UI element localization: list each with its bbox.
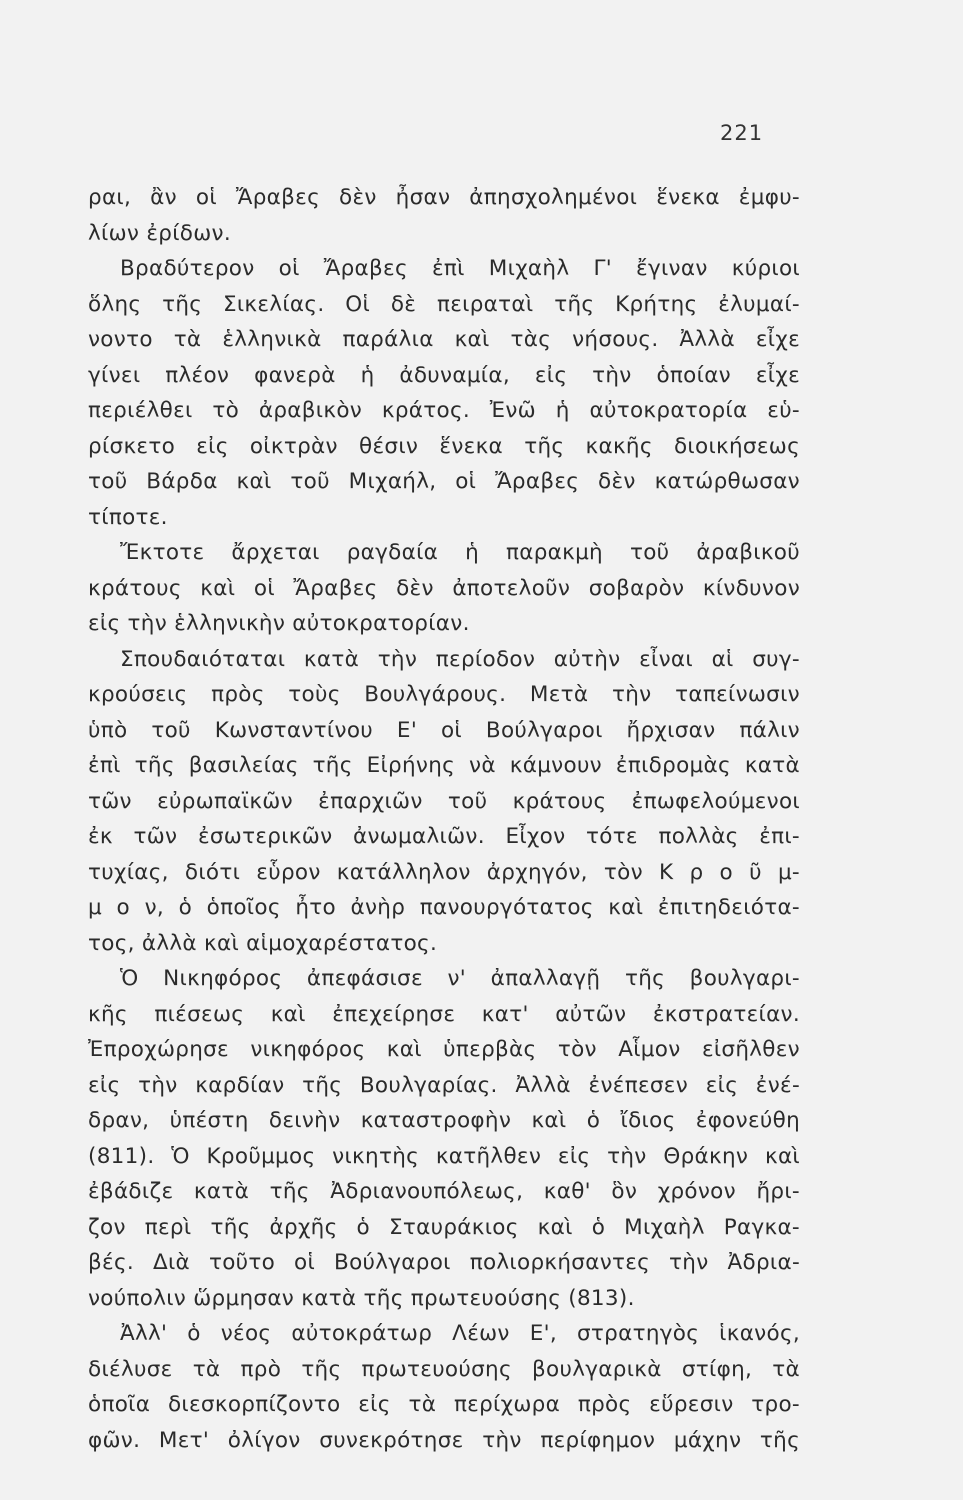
page-number: 221 (720, 121, 764, 145)
text-line: ἐπὶ τῆς βασιλείας τῆς Εἰρήνης νὰ κάμνουν ἐπιδρομὰς κατὰ (88, 753, 800, 778)
text-block (88, 180, 800, 1458)
text-line: τυχίας, διότι εὗρον κατάλληλον ἀρχηγόν, τὸν Κ ρ ο ῦ μ- (88, 859, 800, 885)
text-line: κῆς πιέσεως καὶ ἐπεχείρησε κατ' αὐτῶν ἐκστρατείαν. (88, 1001, 800, 1027)
text-line: ἐκ τῶν ἐσωτερικῶν ἀνωμαλιῶν. Εἶχον τότε πολλὰς ἐπι- (88, 824, 800, 849)
text-line: περιέλθει τὸ ἀραβικὸν κράτος. Ἐνῶ ἡ αὐτοκρατορία εὑ- (88, 398, 800, 423)
text-line: διέλυσε τὰ πρὸ τῆς πρωτευούσης βουλγαρικὰ στίφη, τὰ (88, 1356, 800, 1382)
text-line: μ ο ν, ὁ ὁποῖος ἦτο ἀνὴρ πανουργότατος καὶ ἐπιτηδειότα- (88, 895, 800, 920)
text-line: Ὁ Νικηφόρος ἀπεφάσισε ν' ἀπαλλαγῇ τῆς βουλγαρι- (120, 966, 800, 991)
text-line: Βραδύτερον οἱ Ἄραβες ἐπὶ Μιχαὴλ Γ' ἔγιναν κύριοι (120, 256, 800, 281)
text-line: δραν, ὑπέστη δεινὴν καταστροφὴν καὶ ὁ ἴδιος ἐφονεύθη (88, 1108, 800, 1133)
text-line: ζον περὶ τῆς ἀρχῆς ὁ Σταυράκιος καὶ ὁ Μιχαὴλ Ραγκα- (88, 1214, 800, 1240)
text-line: βές. Διὰ τοῦτο οἱ Βούλγαροι πολιορκήσαντες τὴν Ἀδρια- (88, 1250, 800, 1275)
text-line: κράτους καὶ οἱ Ἄραβες δὲν ἀποτελοῦν σοβαρὸν κίνδυνον (88, 575, 800, 601)
text-line: ὅλης τῆς Σικελίας. Οἱ δὲ πειραταὶ τῆς Κρήτης ἐλυμαί- (88, 291, 800, 317)
text-line: ὑπὸ τοῦ Κωνσταντίνου Ε' οἱ Βούλγαροι ἤρχισαν πάλιν (88, 717, 800, 743)
text-line: Ἀλλ' ὁ νέος αὐτοκράτωρ Λέων Ε', στρατηγὸς ἱκανός, (120, 1321, 800, 1346)
text-line: νούπολιν ὥρμησαν κατὰ τῆς πρωτευούσης (813). (88, 1285, 635, 1311)
text-line: τῶν εὐρωπαϊκῶν ἐπαρχιῶν τοῦ κράτους ἐπωφελούμενοι (88, 788, 800, 814)
text-line: φῶν. Μετ' ὀλίγον συνεκρότησε τὴν περίφημον μάχην τῆς (88, 1427, 800, 1453)
text-line: Ἔκτοτε ἄρχεται ραγδαία ἡ παρακμὴ τοῦ ἀραβικοῦ (120, 540, 800, 565)
text-line: κρούσεις πρὸς τοὺς Βουλγάρους. Μετὰ τὴν ταπείνωσιν (88, 682, 800, 707)
text-line: εἰς τὴν ἑλληνικὴν αὐτοκρατορίαν. (88, 611, 470, 636)
text-line: ὁποῖα διεσκορπίζοντο εἰς τὰ περίχωρα πρὸς εὕρεσιν τρο- (88, 1392, 800, 1417)
text-line: τίποτε. (88, 504, 168, 530)
text-line: τοῦ Βάρδα καὶ τοῦ Μιχαήλ, οἱ Ἄραβες δὲν κατώρθωσαν (88, 469, 800, 494)
text-line: τος, ἀλλὰ καὶ αἱμοχαρέστατος. (88, 930, 438, 956)
text-line: ἐβάδιζε κατὰ τῆς Ἀδριανουπόλεως, καθ' ὃν χρόνον ἤρι- (88, 1179, 800, 1204)
text-line: Ἐπροχώρησε νικηφόρος καὶ ὑπερβὰς τὸν Αἷμον εἰσῆλθεν (88, 1037, 800, 1062)
text-line: εἰς τὴν καρδίαν τῆς Βουλγαρίας. Ἀλλὰ ἐνέπεσεν εἰς ἐνέ- (88, 1072, 800, 1098)
text-line: νοντο τὰ ἑλληνικὰ παράλια καὶ τὰς νήσους. Ἀλλὰ εἶχε (88, 327, 800, 352)
text-line: ρίσκετο εἰς οἰκτρὰν θέσιν ἕνεκα τῆς κακῆς διοικήσεως (88, 433, 800, 459)
text-line: γίνει πλέον φανερὰ ἡ ἀδυναμία, εἰς τὴν ὁποίαν εἶχε (88, 362, 800, 388)
text-line: λίων ἐρίδων. (88, 220, 231, 246)
text-line: Σπουδαιόταται κατὰ τὴν περίοδον αὐτὴν εἶναι αἱ συγ- (120, 646, 800, 672)
text-line: (811). Ὁ Κροῦμμος νικητὴς κατῆλθεν εἰς τὴν Θράκην καὶ (88, 1143, 800, 1169)
text-line: ραι, ἂν οἱ Ἄραβες δὲν ἦσαν ἀπησχολημένοι ἕνεκα ἐμφυ- (88, 185, 800, 210)
